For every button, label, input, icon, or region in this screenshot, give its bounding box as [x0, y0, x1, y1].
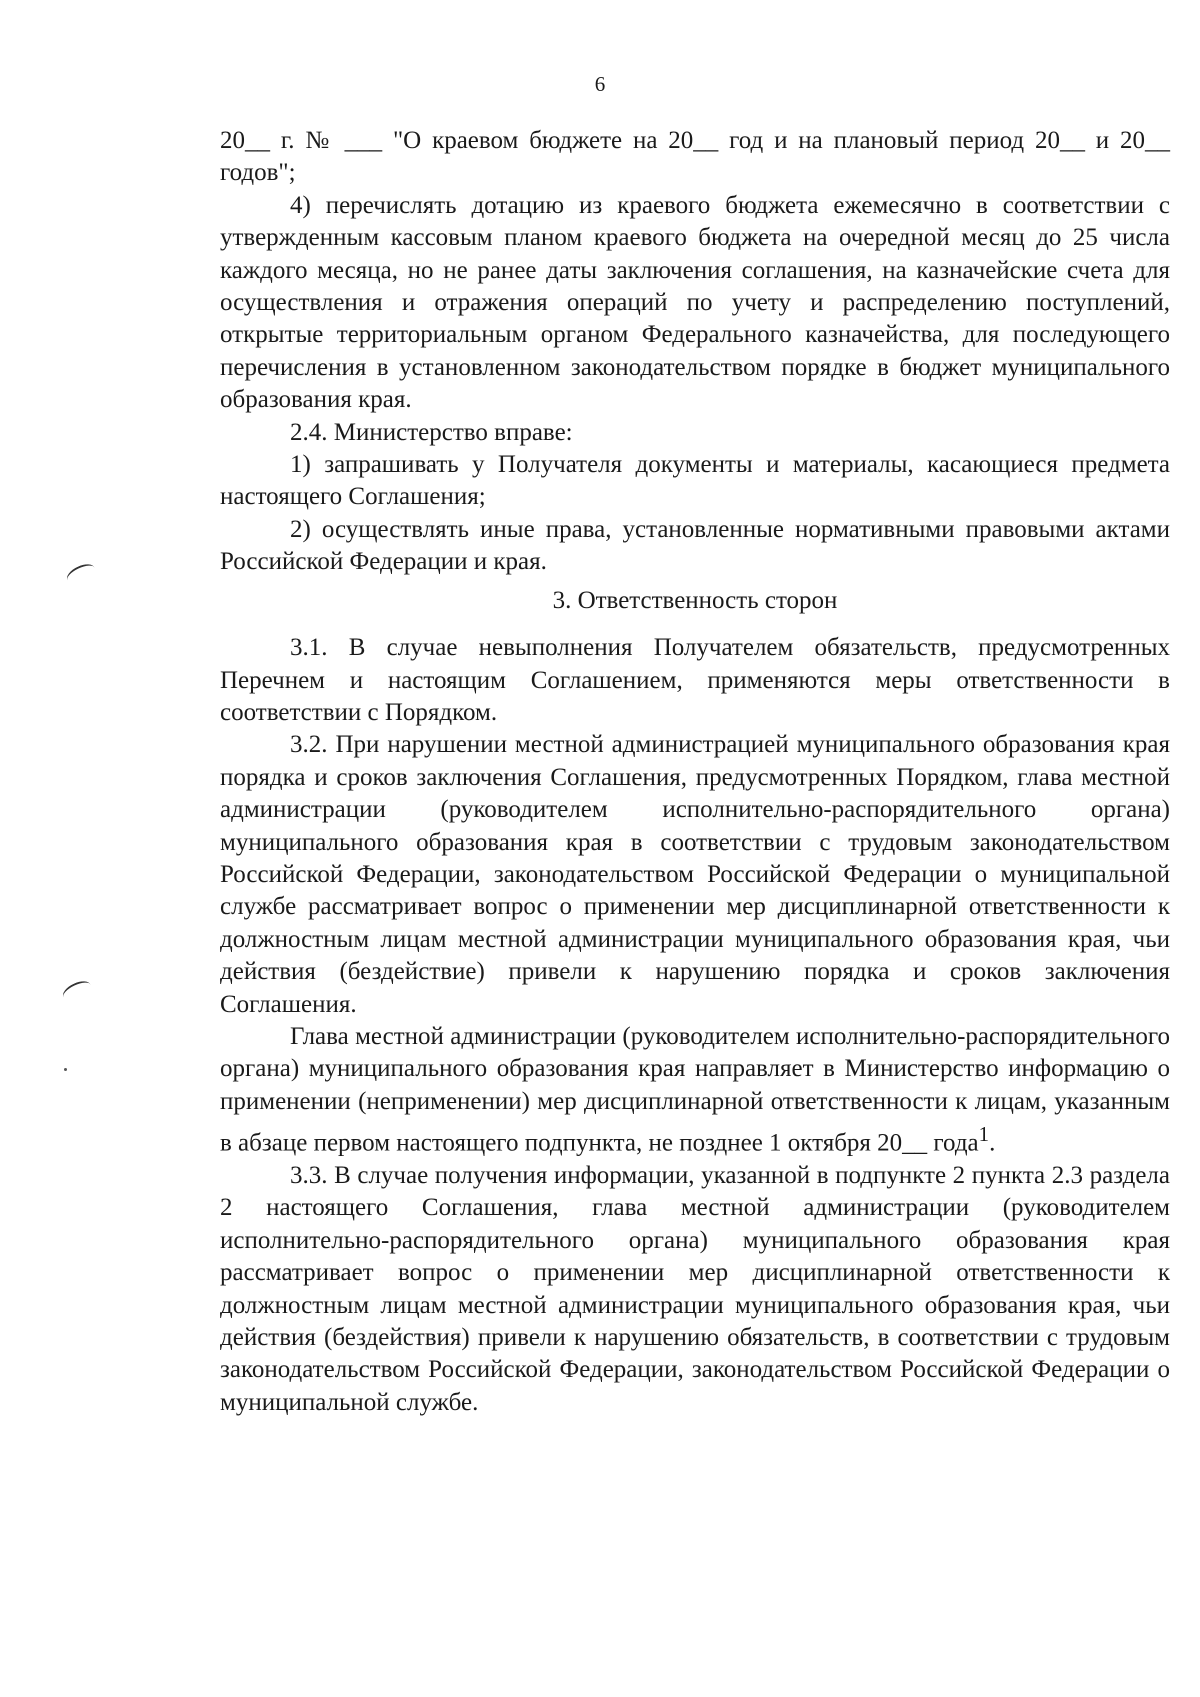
paragraph-budget-law-ref: 20__ г. № ___ "О краевом бюджете на 20__ год и на плановый период 20__ и 20__ годов"; — [220, 127, 1170, 187]
paragraph-2-4: 2.4. Министерство вправе: — [290, 418, 573, 446]
paragraph-3-3: 3.3. В случае получения информации, указанной в подпункте 2 пункта 2.3 раздела 2 настоящего Соглашения, глава местной администрации (руководителем исполнительно-распорядительного органа) муниципального образования края рассматривает вопрос о применении мер дисциплинарной ответственности к должностным лицам местной администрации муниципального образования края, чьи действия (бездействия) привели к нарушению обязательств, в соответствии с трудовым законодательством Российской Федерации, законодательством Российской Федерации о муниципальной службе. — [220, 1161, 1170, 1416]
section-heading-3: 3. Ответственность сторон — [552, 586, 838, 614]
paragraph-3-2-part-2: Глава местной администрации (руководителем исполнительно-распорядительного органа) муниципального образования края направляет в Министерство информацию о применении (неприменении) мер дисциплинарной ответственности к лицам, указанным в абзаце первом настоящего подпункта, не позднее 1 октября 20__ года$^1$. — [220, 1022, 1170, 1157]
punch-hole-mark-top — [64, 560, 98, 587]
document-body — [220, 125, 1170, 1419]
footnote-ref: 1 — [978, 1122, 990, 1147]
paragraph-3-2: 3.2. При нарушении местной администрацией муниципального образования края порядка и сроков заключения Соглашения, предусмотренных Порядком, глава местной администрации (руководителем исполнительно-распорядительного органа) муниципального образования края в соответствии с трудовым законодательством Российской Федерации, законодательством Российской Федерации о муниципальной службе рассматривает вопрос о применении мер дисциплинарной ответственности к должностным лицам местной администрации муниципального образования края, чьи действия (бездействие) привели к нарушению порядка и сроков заключения Соглашения. — [220, 731, 1170, 1018]
scan-speck — [64, 1068, 67, 1071]
paragraph-2-4-item-2: 2) осуществлять иные права, установленные нормативными правовыми актами Российской Федерации и края. — [220, 515, 1170, 576]
page-number: 6 — [594, 72, 606, 96]
paragraph-item-4: 4) перечислять дотацию из краевого бюджета ежемесячно в соответствии с утвержденным кассовым планом краевого бюджета на очередной месяц до 25 числа каждого месяца, но не ранее даты заключения соглашения, на казначейские счета для осуществления и отражения операций по учету и распределению поступлений, открытые территориальным органом Федерального казначейства, для последующего перечисления в установленном законодательством порядке в бюджет муниципального образования края. — [220, 191, 1170, 414]
paragraph-3-1: 3.1. В случае невыполнения Получателем обязательств, предусмотренных Перечнем и настоящим Соглашением, применяются меры ответственности в соответствии с Порядком. — [220, 634, 1170, 726]
paragraph-3-2-part-2-text: Глава местной администрации (руководителем исполнительно-распорядительного органа) муниципального образования края направляет в Министерство информацию о применении (неприменении) мер дисциплинарной ответственности к лицам, указанным в абзаце первом настоящего подпункта, не позднее 1 октября 20__ года — [220, 1022, 1170, 1157]
punch-hole-mark-bottom — [60, 977, 94, 1004]
paragraph-2-4-item-1: 1) запрашивать у Получателя документы и материалы, касающиеся предмета настоящего Соглашения; — [220, 451, 1170, 511]
